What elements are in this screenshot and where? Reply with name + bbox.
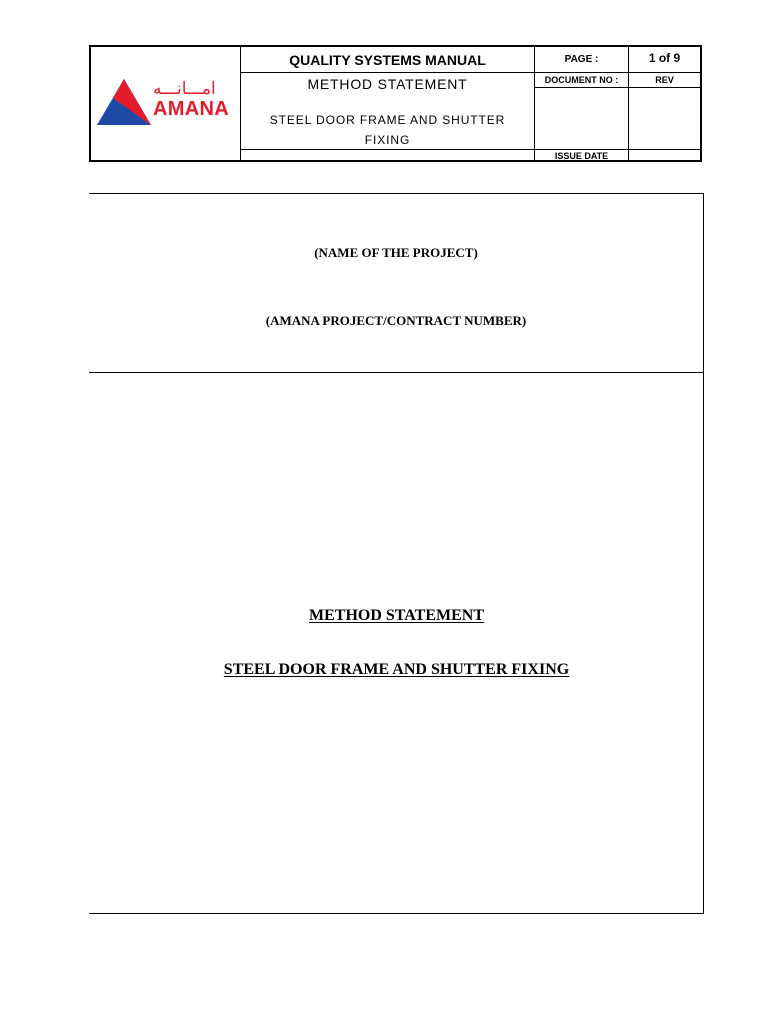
- header-divider: [534, 87, 700, 88]
- amana-logo: [95, 77, 237, 129]
- method-statement-subtitle-text: STEEL DOOR FRAME AND SHUTTER FIXING: [223, 661, 570, 678]
- amana-triangle-icon: [95, 77, 153, 129]
- body-border-right: [703, 373, 704, 914]
- project-info-box: [89, 193, 704, 373]
- doc-type: METHOD STATEMENT: [307, 76, 468, 92]
- logo-arabic-text: امـــانـــه: [153, 79, 216, 99]
- project-name-placeholder: (NAME OF THE PROJECT): [314, 245, 478, 260]
- header-divider: [240, 149, 700, 150]
- body-border-bottom: [89, 913, 704, 914]
- document-no-label: DOCUMENT NO :: [544, 75, 619, 85]
- method-statement-subtitle: [89, 661, 704, 679]
- page-label: PAGE :: [564, 54, 599, 65]
- logo-wordmark: AMANA: [153, 98, 229, 120]
- method-statement-title-text: METHOD STATEMENT: [309, 607, 484, 624]
- issue-date-label: ISSUE DATE: [554, 150, 609, 161]
- manual-title: QUALITY SYSTEMS MANUAL: [289, 51, 486, 68]
- rev-label: REV: [655, 75, 674, 85]
- page-value: 1 of 9: [648, 51, 681, 65]
- project-number-placeholder: (AMANA PROJECT/CONTRACT NUMBER): [265, 313, 527, 328]
- subject-line-2: FIXING: [364, 133, 411, 147]
- subject-line-1: STEEL DOOR FRAME AND SHUTTER: [269, 113, 506, 127]
- document-header: [89, 45, 702, 162]
- method-statement-title: [89, 607, 704, 625]
